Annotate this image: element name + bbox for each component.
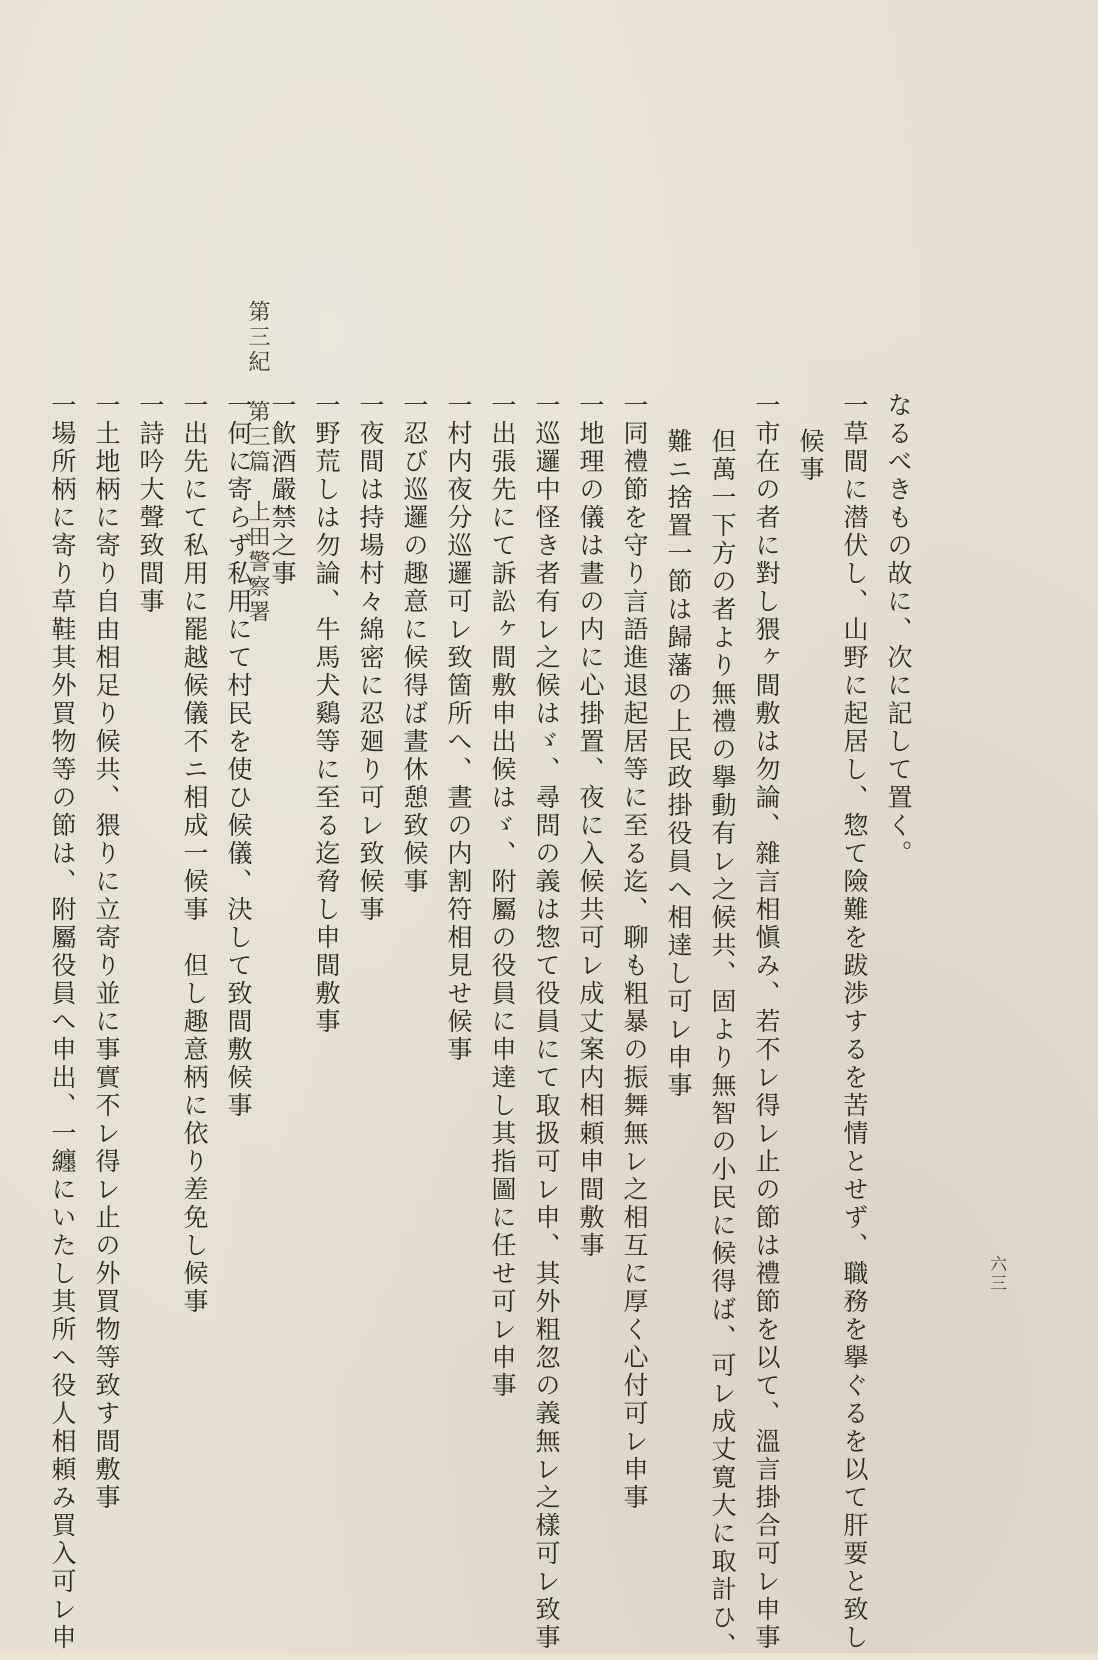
text-line: 一巡邏中怪き者有レ之候はゞ、尋問の義は惣て役員にて取扱可レ申、其外粗忽の義無レ之樣可レ致事: [532, 392, 561, 1652]
text-line: 一出先にて私用に罷越候儀不ニ相成一候事 但し趣意柄に依り差免し候事: [180, 392, 209, 1316]
text-line: 一野荒しは勿論、牛馬犬鷄等に至る迄脅し申間敷事: [312, 392, 341, 1036]
text-line: 一出張先にて訴訟ヶ間敷申出候はゞ、附屬の役員に申達し其指圖に任せ可レ申事: [488, 392, 517, 1400]
body-text: [48, 392, 920, 1660]
text-line: 但萬一下方の者より無禮の擧動有レ之候共、固より無智の小民に候得ば、可レ成丈寛大に取計ひ、: [708, 428, 737, 1660]
text-line: 一土地柄に寄り自由相足り候共、猥りに立寄り並に事實不レ得レ止の外買物等致す間敷事: [92, 392, 121, 1512]
text-line: 一地理の儀は晝の内に心掛置、夜に入候共可レ成丈案内相頼申間敷事: [576, 392, 605, 1260]
text-line: 一飮酒嚴禁之事: [268, 392, 297, 588]
running-header: 第三紀 第三篇 上田警察署: [245, 300, 270, 625]
page-number: 六三: [986, 1255, 1006, 1293]
text-line: 一村内夜分巡邏可レ致箇所へ、晝の内割符相見せ候事: [444, 392, 473, 1064]
text-line: 候事: [796, 428, 825, 484]
text-line: 一詩吟大聲致間事: [136, 392, 165, 616]
text-line: 一草間に潜伏し、山野に起居し、惣て險難を跋渉するを苦情とせず、職務を擧ぐるを以て肝要と致し: [840, 392, 869, 1652]
text-line: 一忍び巡邏の趣意に候得ば晝休憩致候事: [400, 392, 429, 896]
text-line: 一場所柄に寄り草鞋其外買物等の節は、附屬役員へ申出、一纏にいたし其所へ役人相頼み買入可レ申: [48, 392, 77, 1652]
text-line: 一市在の者に對し猥ヶ間敷は勿論、雜言相愼み、若不レ得レ止の節は禮節を以て、溫言掛合可レ申事: [752, 392, 781, 1652]
text-line: 難ニ捨置一節は歸藩の上民政掛役員へ相達し可レ申事: [664, 428, 693, 1100]
text-line: 一何に寄らず私用にて村民を使ひ候儀、決して致間敷候事: [224, 392, 253, 1120]
text-line: 一夜間は持場村々綿密に忍廻り可レ致候事: [356, 392, 385, 924]
text-line: なるべきもの故に、次に記して置く。: [884, 392, 913, 868]
text-line: 一同禮節を守り言語進退起居等に至る迄、聊も粗暴の振舞無レ之相互に厚く心付可レ申事: [620, 392, 649, 1512]
